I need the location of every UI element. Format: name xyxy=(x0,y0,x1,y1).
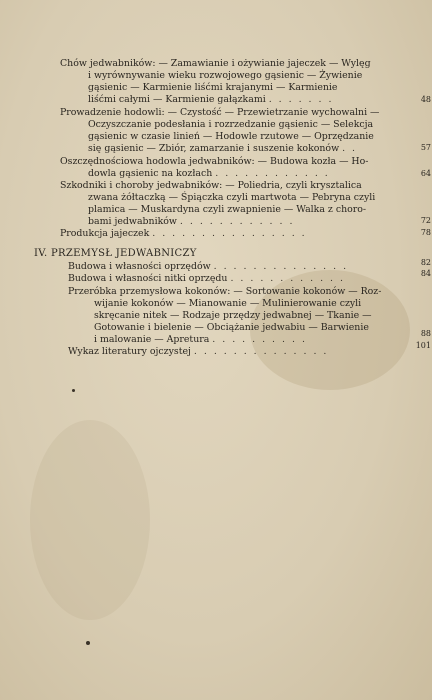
entry-line: gąsienic w czasie linień — Hodowle rzutowe — Oprzędzanie xyxy=(88,131,374,143)
entry-line: Gotowanie i bielenie — Obciążanie jedwabiu — Barwienie xyxy=(94,321,369,333)
dot-leader: . . xyxy=(342,142,358,154)
entry-line: Prowadzenie hodowli: — Czystość — Przewietrzanie wychowalni — xyxy=(60,107,380,119)
entry-line: plamica — Muskardyna czyli zwapnienie — Walka z choro- xyxy=(88,204,367,216)
toc-entry[interactable] xyxy=(60,180,431,227)
paper-stain xyxy=(30,420,150,620)
section-heading-row xyxy=(34,248,369,260)
page-number: 72 xyxy=(420,216,431,226)
entry-line: Chów jedwabników: — Zamawianie i ożywianie jajeczek — Wylęg xyxy=(60,58,371,69)
entry-line: Produkcja jajeczek . . . . . . . . . . . . . . . . xyxy=(60,227,307,239)
page-number: 78 xyxy=(420,227,431,237)
page-number: 57 xyxy=(420,143,431,153)
entry-line: liśćmi całymi — Karmienie gałązkami . . . . . . . xyxy=(88,93,334,105)
section-heading: IV. PRZEMYSŁ JEDWABNICZY xyxy=(34,247,197,259)
toc-entry[interactable] xyxy=(60,227,431,240)
entry-line: skręcanie nitek — Rodzaje przędzy jedwabnej — Tkanie — xyxy=(94,309,372,321)
entry-line: Budowa i własności nitki oprzędu . . . . . . . . . . . . xyxy=(68,273,345,285)
entry-line: Budowa i własności oprzędów . . . . . . . . . . . . . . xyxy=(68,260,349,272)
dot-leader: . . . . . . . . . . . . xyxy=(179,215,295,227)
entry-line: i malowanie — Apretura . . . . . . . . . . xyxy=(94,333,307,345)
dot-leader: . . . . . . . . . . . . . . xyxy=(193,346,329,358)
entry-line: Oczyszczanie podesłania i rozrzedzanie gąsienic — Selekcja xyxy=(88,119,374,131)
dot-leader: . . . . . . . . . . . . xyxy=(230,273,345,285)
entry-line: bami jedwabników . . . . . . . . . . . . xyxy=(88,215,295,227)
entry-line: gąsienic — Karmienie liśćmi krajanymi — Karmienie xyxy=(88,81,338,93)
toc-entry[interactable] xyxy=(60,269,431,285)
dot-leader: . . . . . . . . . . . . xyxy=(215,167,330,179)
entry-line: i wyrównywanie wieku rozwojowego gąsienic — Żywienie xyxy=(88,69,363,81)
entry-line: dowla gąsienic na kozłach . . . . . . . . . . . . xyxy=(88,167,330,179)
page-number: 48 xyxy=(420,95,431,104)
toc-entry[interactable] xyxy=(60,286,431,345)
page-number: 64 xyxy=(420,168,431,178)
toc-entry[interactable] xyxy=(60,155,431,180)
dot-leader: . . . . . . . . . . xyxy=(212,333,307,345)
toc-entry[interactable] xyxy=(60,107,431,154)
page-number: 84 xyxy=(420,269,431,279)
toc-entry[interactable] xyxy=(60,58,431,105)
entry-line: Oszczędnościowa hodowla jedwabników: — Budowa kozła — Ho- xyxy=(60,155,369,167)
ink-speck xyxy=(86,641,90,645)
entry-line: Przeróbka przemysłowa kokonów: — Sortowanie kokonów — Roz- xyxy=(68,286,382,298)
entry-line: wijanie kokonów — Mianowanie — Mulinierowanie czyli xyxy=(94,298,362,310)
page-number: 82 xyxy=(420,257,431,267)
dot-leader: . . . . . . . xyxy=(268,93,334,105)
toc-entry[interactable] xyxy=(60,341,431,358)
page-number: 88 xyxy=(420,329,431,339)
page-number: 101 xyxy=(415,341,431,351)
toc-entry[interactable] xyxy=(60,257,431,273)
dot-leader: . . . . . . . . . . . . . . xyxy=(213,260,349,272)
table-of-contents xyxy=(34,58,431,358)
entry-line: Wykaz literatury ojczystej . . . . . . . . . . . . . . xyxy=(68,346,329,358)
entry-line: Szkodniki i choroby jedwabników: — Poliedria, czyli krysztalica xyxy=(60,180,362,192)
entry-line: zwana żółtaczką — Śpiączka czyli martwota — Pebryna czyli xyxy=(88,192,376,204)
ink-speck xyxy=(72,389,75,392)
entry-line: się gąsienic — Zbiór, zamarzanie i suszenie kokonów . . xyxy=(88,142,358,154)
dot-leader: . . . . . . . . . . . . . . . . xyxy=(152,227,307,239)
